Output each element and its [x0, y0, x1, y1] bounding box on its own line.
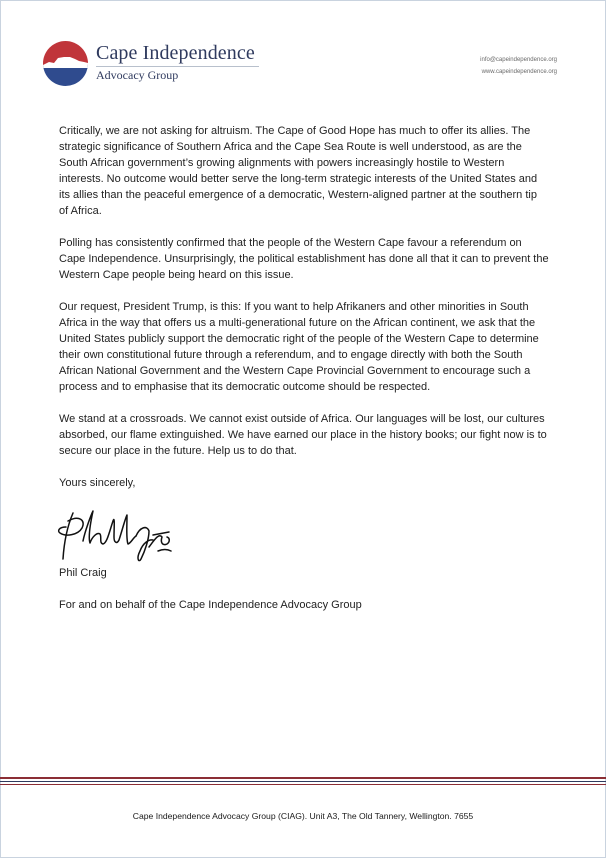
- handwritten-signature: [57, 507, 175, 563]
- footer-rule-bottom: [0, 784, 606, 785]
- org-subtitle: Advocacy Group: [96, 68, 179, 82]
- paragraph-strategic: Critically, we are not asking for altruism. The Cape of Good Hope has much to offer its allies. The strategic significance of Southern Africa and the Cape Sea Route is well understood, as are the South African government’s growing alignments with powers increasingly hostile to Western interests. No outcome would better serve the long-term strategic interests of the United States and its allies than the peaceful emergence of a democratic, Western-aligned partner at the southern tip of Africa.: [59, 125, 538, 217]
- org-name-underline: [96, 66, 259, 67]
- cape-independence-logo: [43, 41, 88, 86]
- closing-salutation: Yours sincerely,: [59, 477, 136, 489]
- paragraph-polling: Polling has consistently confirmed that the people of the Western Cape favour a referendum on Cape Independence. Unsurprisingly, the political establishment has done all that it can to prevent the Western Cape people being heard on this issue.: [59, 237, 549, 281]
- contact-email[interactable]: info@capeindependence.org: [480, 57, 557, 63]
- signer-name: Phil Craig: [59, 567, 107, 579]
- footer-rules: [0, 777, 606, 787]
- contact-website[interactable]: www.capeindependence.org: [481, 69, 557, 75]
- org-name: Cape Independence: [96, 42, 255, 64]
- letterhead: [0, 0, 606, 110]
- letter-body: [59, 123, 549, 629]
- contact-info: [480, 54, 557, 78]
- paragraph-request: Our request, President Trump, is this: If you want to help Afrikaners and other minorities in South Africa in the way that offers us a multi-generational future on the African continent, we ask that the United States publicly support the democratic right of the people of the Western Cape to determine their own constitutional future through a referendum, and to engage directly with both the South African National Government and the Western Cape Provincial Government to encourage such a process and to emphasise that its democratic outcome should be respected.: [59, 301, 539, 393]
- paragraph-crossroads: We stand at a crossroads. We cannot exist outside of Africa. Our languages will be lost, our cultures absorbed, our flame extinguished. We have earned our place in the history books; our fight now is to secure our place in the future. Help us to do that.: [59, 413, 547, 457]
- footer-address: Cape Independence Advocacy Group (CIAG). Unit A3, The Old Tannery, Wellington. 7655: [132, 811, 474, 821]
- footer-rule-middle: [0, 781, 606, 782]
- signer-role: For and on behalf of the Cape Independence Advocacy Group: [59, 599, 362, 611]
- footer-rule-top: [0, 777, 606, 779]
